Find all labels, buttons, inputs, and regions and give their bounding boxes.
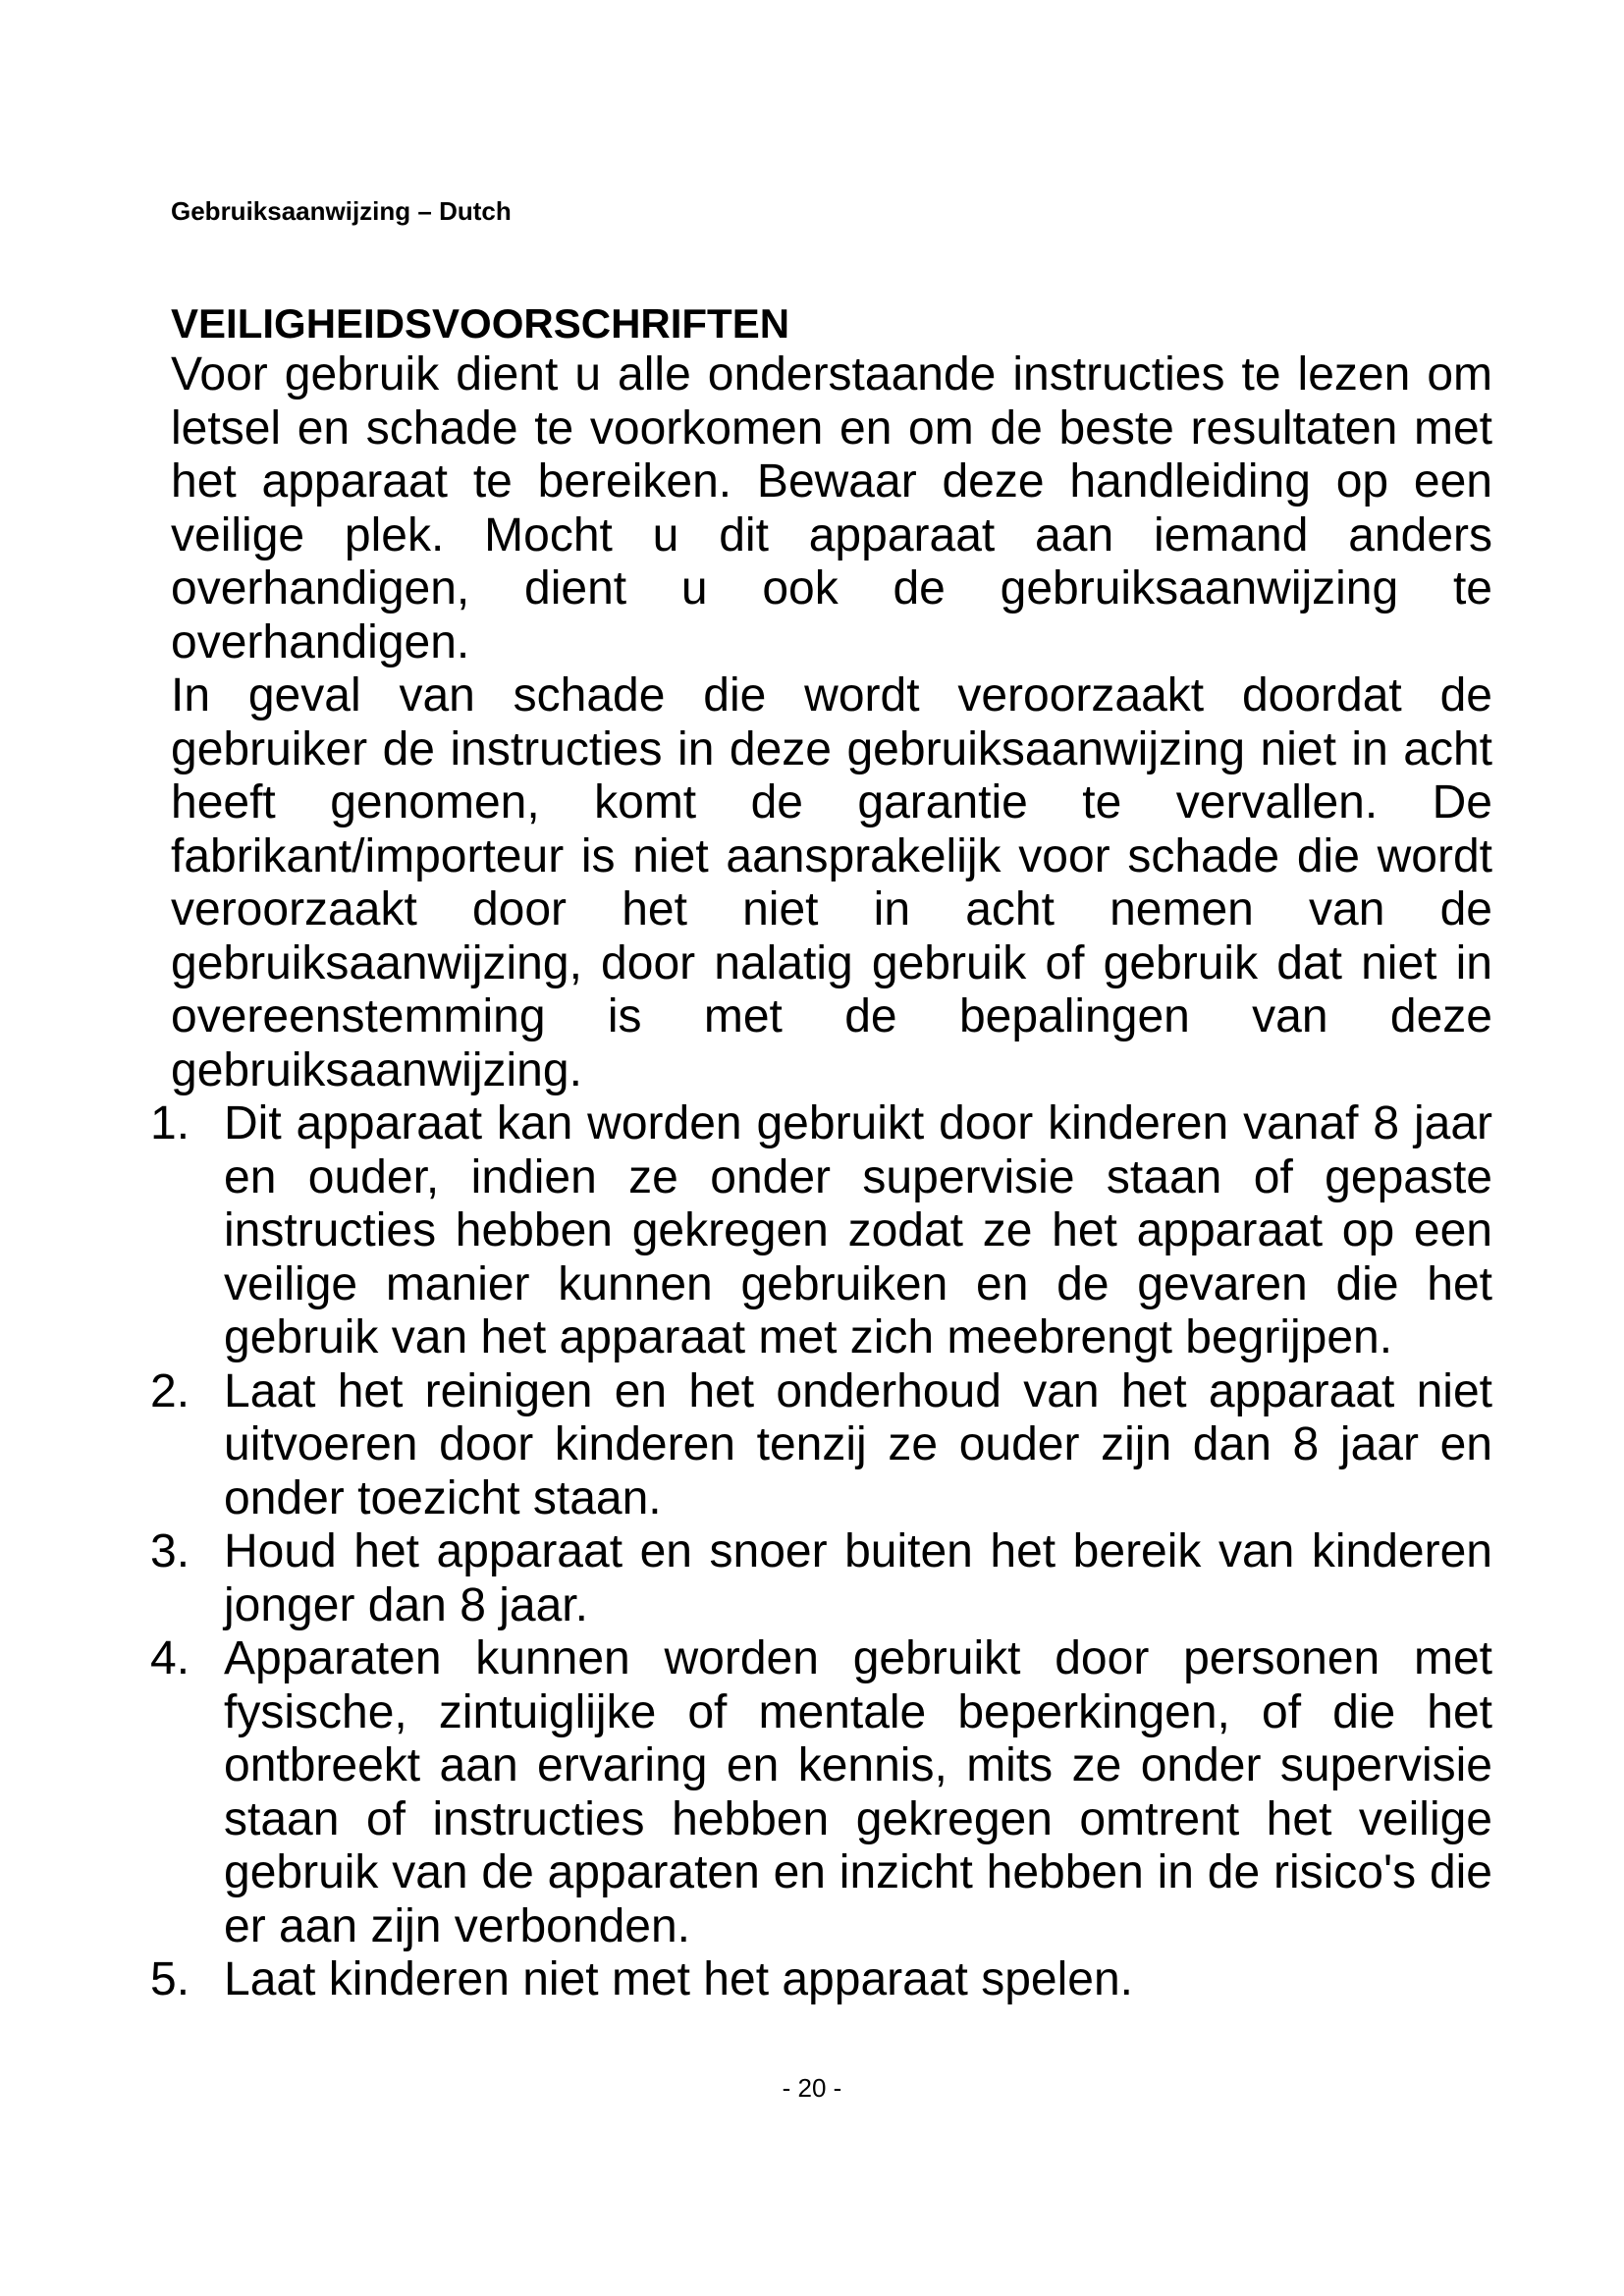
list-item [150,1097,1492,1365]
list-item [150,1632,1492,1953]
list-item-text: Laat het reinigen en het onderhoud van het apparaat niet uitvoeren door kinderen tenzij ze ouder zijn dan 8 jaar en onder toezicht staan. [224,1364,1492,1524]
list-item [150,1953,1492,2007]
page-content [150,299,1492,2007]
list-item-text: Apparaten kunnen worden gebruikt door personen met fysische, zintuiglijke of mentale beperkingen, of die het ontbreekt aan ervaring en kennis, mits ze onder supervisie staan of instructies hebben gekregen omtrent het veilige gebruik van de apparaten en inzicht hebben in de risico's die er aan zijn verbonden. [224,1632,1492,1952]
list-item-text: Houd het apparaat en snoer buiten het bereik van kinderen jonger dan 8 jaar. [224,1525,1492,1631]
warranty-paragraph: In geval van schade die wordt veroorzaakt doordat de gebruiker de instructies in deze gebruiksaanwijzing niet in acht heeft genomen, komt de garantie te vervallen. De fabrikant/importeur is niet aansprakelijk voor schade die wordt veroorzaakt door het niet in acht nemen van de gebruiksaanwijzing, door nalatig gebruik of gebruik dat niet in overeenstemming is met de bepalingen van deze gebruiksaanwijzing. [171,669,1492,1096]
section-heading: VEILIGHEIDSVOORSCHRIFTEN [171,300,790,347]
list-item-number: 1. [150,1097,190,1149]
list-item-text: Laat kinderen niet met het apparaat spelen. [224,1953,1133,2005]
page-header: Gebruiksaanwijzing – Dutch [171,196,512,226]
page-number: - 20 - [782,2073,842,2103]
intro-paragraph: Voor gebruik dient u alle onderstaande instructies te lezen om letsel en schade te voorkomen en om de beste resultaten met het apparaat te bereiken. Bewaar deze handleiding op een veilige plek. Mocht u dit apparaat aan iemand anders overhandigen, dient u ook de gebruiksaanwijzing te overhandigen. [171,348,1492,668]
list-item [150,1525,1492,1632]
list-item [150,1364,1492,1526]
list-item-number: 5. [150,1953,190,2005]
list-item-number: 3. [150,1525,190,1577]
list-item-number: 2. [150,1364,190,1417]
list-item-text: Dit apparaat kan worden gebruikt door kinderen vanaf 8 jaar en ouder, indien ze onder supervisie staan of gepaste instructies hebben gekregen zodat ze het apparaat op een veilige manier kunnen gebruiken en de gevaren die het gebruik van het apparaat met zich meebrengt begrijpen. [224,1097,1492,1363]
safety-instructions-list [150,1097,1492,2007]
list-item-number: 4. [150,1632,190,1684]
